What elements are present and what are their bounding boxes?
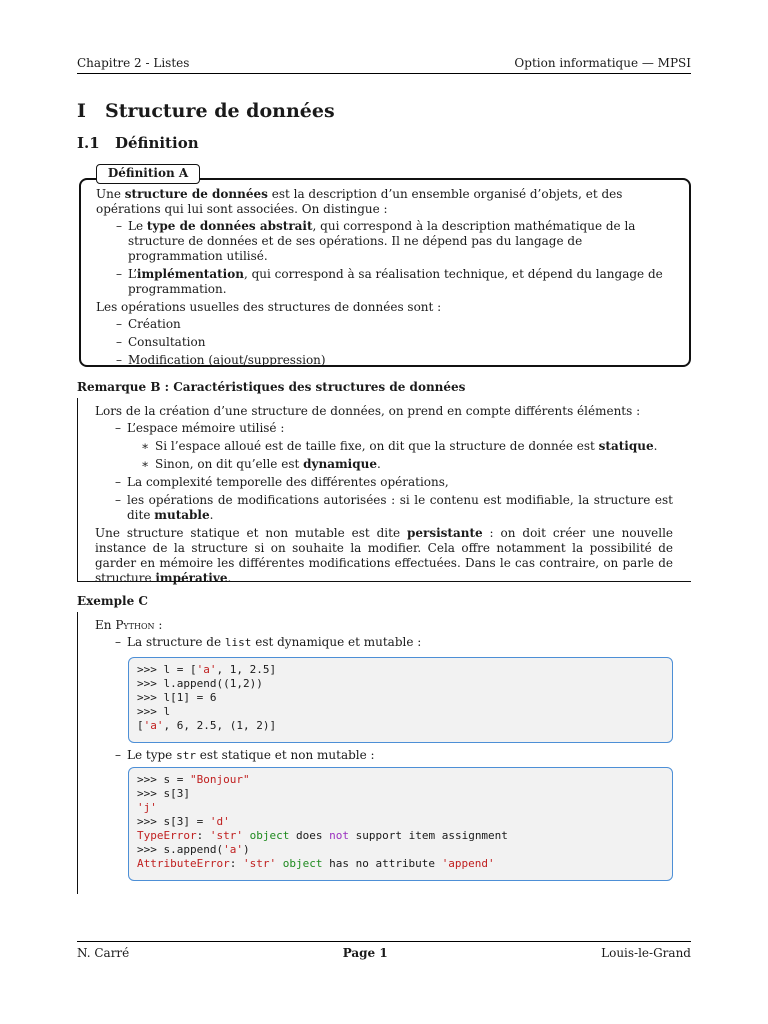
remark-list-cont [95, 475, 673, 523]
subsection-number: I.1 [77, 134, 100, 152]
list-item: – L’implémentation, qui correspond à sa réalisation technique, et dépend du langage de programmation. [116, 267, 663, 296]
code-block-list: >>> l = ['a', 1, 2.5] >>> l.append((1,2)) >>> l[1] = 6 >>> l ['a', 6, 2.5, (1, 2)] [128, 657, 673, 743]
code-block-str: >>> s = "Bonjour" >>> s[3] 'j' >>> s[3] = 'd' TypeError: 'str' object does not support item assignment >>> s.append('a') AttributeError: 'str' object has no attribute 'append' [128, 767, 673, 881]
subsection-title: Définition [115, 134, 199, 152]
list-item: – Modification (ajout/suppression) [116, 353, 326, 367]
header-course: Option informatique — MPSI [514, 56, 691, 70]
list-item: – La structure de list est dynamique et mutable : [115, 635, 422, 649]
remark-list [95, 421, 673, 436]
list-item: – Création [116, 317, 181, 331]
section-number: I [77, 100, 86, 122]
remark-sublist [95, 439, 673, 472]
remark-paragraph: Une structure statique et non mutable est dite persistante : on doit créer une nouvelle instance de la structure si on souhaite la modifier. Cela offre notamment la possibilité de garder en mémoire les différentes modifications effectuées. Dans le cas contraire, on parle de structure impérative. [95, 526, 674, 585]
subsection-heading [77, 134, 199, 152]
example-rule [77, 612, 78, 894]
header-rule [77, 73, 691, 74]
remark-content [95, 404, 673, 586]
footer-school: Louis-le-Grand [601, 946, 691, 960]
definition-content [96, 187, 672, 371]
list-item: – La complexité temporelle des différentes opérations, [115, 475, 449, 489]
example-item-str [95, 746, 673, 766]
example-title: Exemple C [77, 594, 148, 608]
remark-title: Remarque B : Caractéristiques des structures de données [77, 380, 466, 394]
operations-intro: Les opérations usuelles des structures de données sont : [96, 300, 442, 314]
list-item: – Le type str est statique et non mutable : [115, 748, 375, 762]
footer-author: N. Carré [77, 946, 130, 960]
footer-page: Page 1 [342, 946, 388, 960]
example-intro: En Python : [95, 618, 163, 632]
definition-list [96, 219, 672, 297]
page-header [77, 56, 691, 70]
header-chapter: Chapitre 2 - Listes [77, 56, 190, 70]
list-item: ∗ Si l’espace alloué est de taille fixe, on dit que la structure de donnée est statique. [141, 439, 658, 453]
list-item: – L’espace mémoire utilisé : [115, 421, 285, 435]
definition-intro: Une structure de données est la description d’un ensemble organisé d’objets, et des opérations qui lui sont associées. On distingue : [96, 187, 623, 216]
list-item: – Le type de données abstrait, qui correspond à la description mathématique de la structure de données et de ses opérations. Il ne dépend pas du langage de programmation utilisé. [116, 219, 636, 263]
list-item: – Consultation [116, 335, 206, 349]
example-list-2 [95, 748, 673, 763]
list-item: – les opérations de modifications autorisées : si le contenu est modifiable, la structure est dite mutable. [115, 493, 673, 522]
section-heading [77, 100, 335, 122]
section-title: Structure de données [105, 100, 335, 122]
example-list [95, 635, 673, 650]
page-footer [77, 946, 691, 960]
example-content [95, 618, 673, 653]
remark-intro: Lors de la création d’une structure de données, on prend en compte différents éléments : [95, 404, 641, 418]
definition-tab: Définition A [96, 164, 200, 184]
footer-rule [77, 941, 691, 942]
list-item: ∗ Sinon, on dit qu’elle est dynamique. [141, 457, 381, 471]
operations-list [96, 317, 672, 368]
